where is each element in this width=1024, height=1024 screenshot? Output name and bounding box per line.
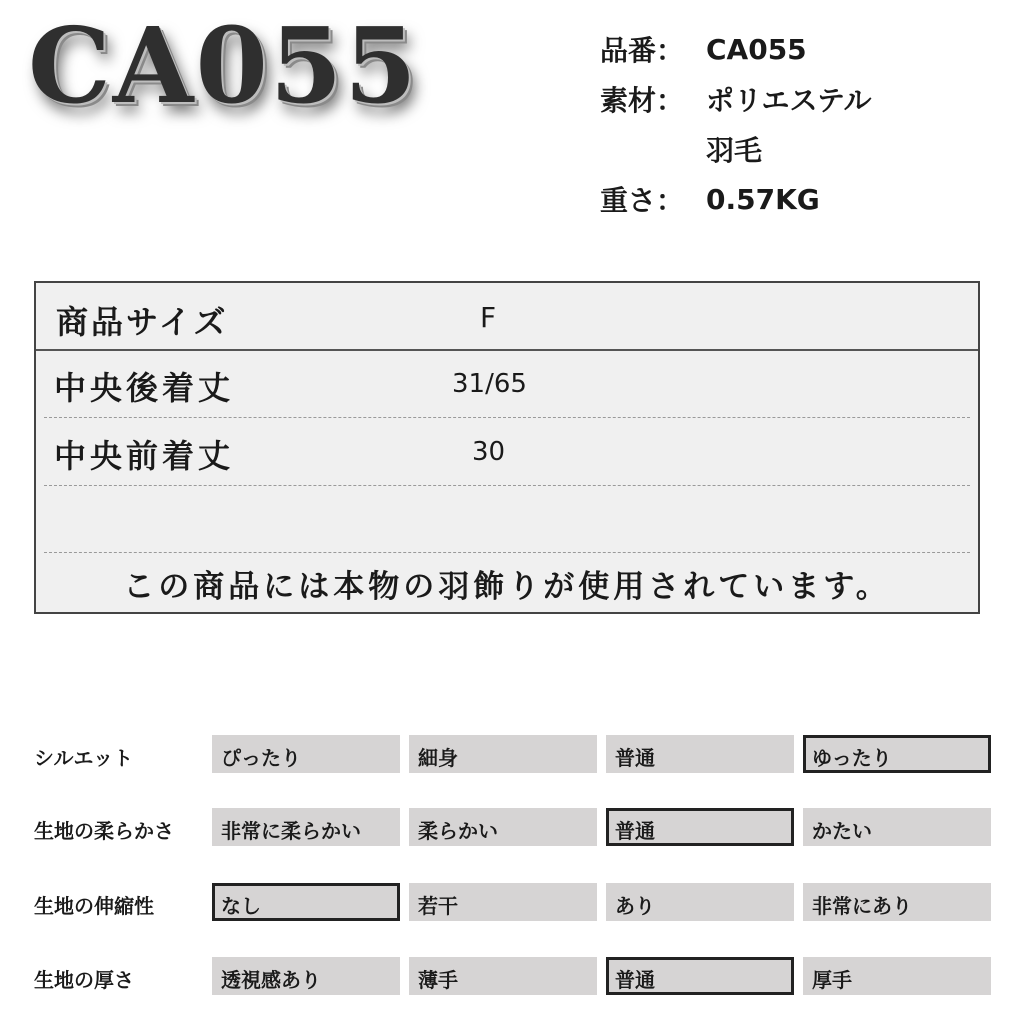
attribute-label: 生地の厚さ bbox=[34, 968, 134, 992]
attribute-row-thickness bbox=[0, 957, 1024, 997]
product-code-logo: CA055 bbox=[28, 4, 419, 127]
spec-value: ポリエステル bbox=[706, 84, 872, 117]
attribute-option: 非常にあり bbox=[803, 883, 991, 921]
measurement-row bbox=[36, 351, 978, 417]
attribute-label: シルエット bbox=[34, 746, 134, 770]
attribute-option-selected: なし bbox=[212, 883, 400, 921]
attribute-option: 普通 bbox=[606, 735, 794, 773]
attribute-option: 若干 bbox=[409, 883, 597, 921]
spec-label: 素材： bbox=[600, 84, 685, 117]
spec-value: 羽毛 bbox=[706, 134, 763, 167]
attribute-option: かたい bbox=[803, 808, 991, 846]
measurement-label: 中央後着丈 bbox=[54, 369, 235, 407]
spec-list bbox=[600, 24, 871, 224]
attribute-option-selected: ゆったり bbox=[803, 735, 991, 773]
measurement-value: 31/65 bbox=[452, 369, 527, 399]
attribute-option-selected: 普通 bbox=[606, 808, 794, 846]
spec-label: 品番： bbox=[600, 34, 685, 67]
measurement-label: 中央前着丈 bbox=[54, 437, 235, 475]
row-divider bbox=[44, 417, 970, 418]
attribute-option: 薄手 bbox=[409, 957, 597, 995]
attribute-row-softness bbox=[0, 808, 1024, 848]
attribute-option: あり bbox=[606, 883, 794, 921]
spec-label: 重さ： bbox=[600, 184, 685, 217]
spec-row-material-2 bbox=[600, 124, 871, 174]
attribute-option: 厚手 bbox=[803, 957, 991, 995]
size-table bbox=[34, 281, 980, 614]
spec-row-code bbox=[600, 24, 871, 74]
size-table-header bbox=[36, 283, 978, 351]
attribute-option: 透視感あり bbox=[212, 957, 400, 995]
attribute-option: 柔らかい bbox=[409, 808, 597, 846]
measurement-row bbox=[36, 419, 978, 485]
spec-row-weight bbox=[600, 174, 871, 224]
attribute-label: 生地の柔らかさ bbox=[34, 819, 174, 843]
feather-notice: この商品には本物の羽飾りが使用されています。 bbox=[123, 569, 891, 605]
attribute-option-selected: 普通 bbox=[606, 957, 794, 995]
attribute-row-stretch bbox=[0, 883, 1024, 923]
row-divider bbox=[44, 485, 970, 486]
spec-value: 0.57KG bbox=[706, 182, 820, 216]
attribute-label: 生地の伸縮性 bbox=[34, 894, 154, 918]
attribute-option: 非常に柔らかい bbox=[212, 808, 400, 846]
row-divider bbox=[44, 552, 970, 553]
attribute-option: 細身 bbox=[409, 735, 597, 773]
measurement-value: 30 bbox=[472, 437, 506, 467]
spec-value: CA055 bbox=[706, 32, 807, 66]
attribute-option: ぴったり bbox=[212, 735, 400, 773]
size-column-label: F bbox=[480, 301, 497, 334]
size-table-title: 商品サイズ bbox=[56, 303, 229, 341]
attribute-row-silhouette bbox=[0, 735, 1024, 775]
spec-row-material bbox=[600, 74, 871, 124]
